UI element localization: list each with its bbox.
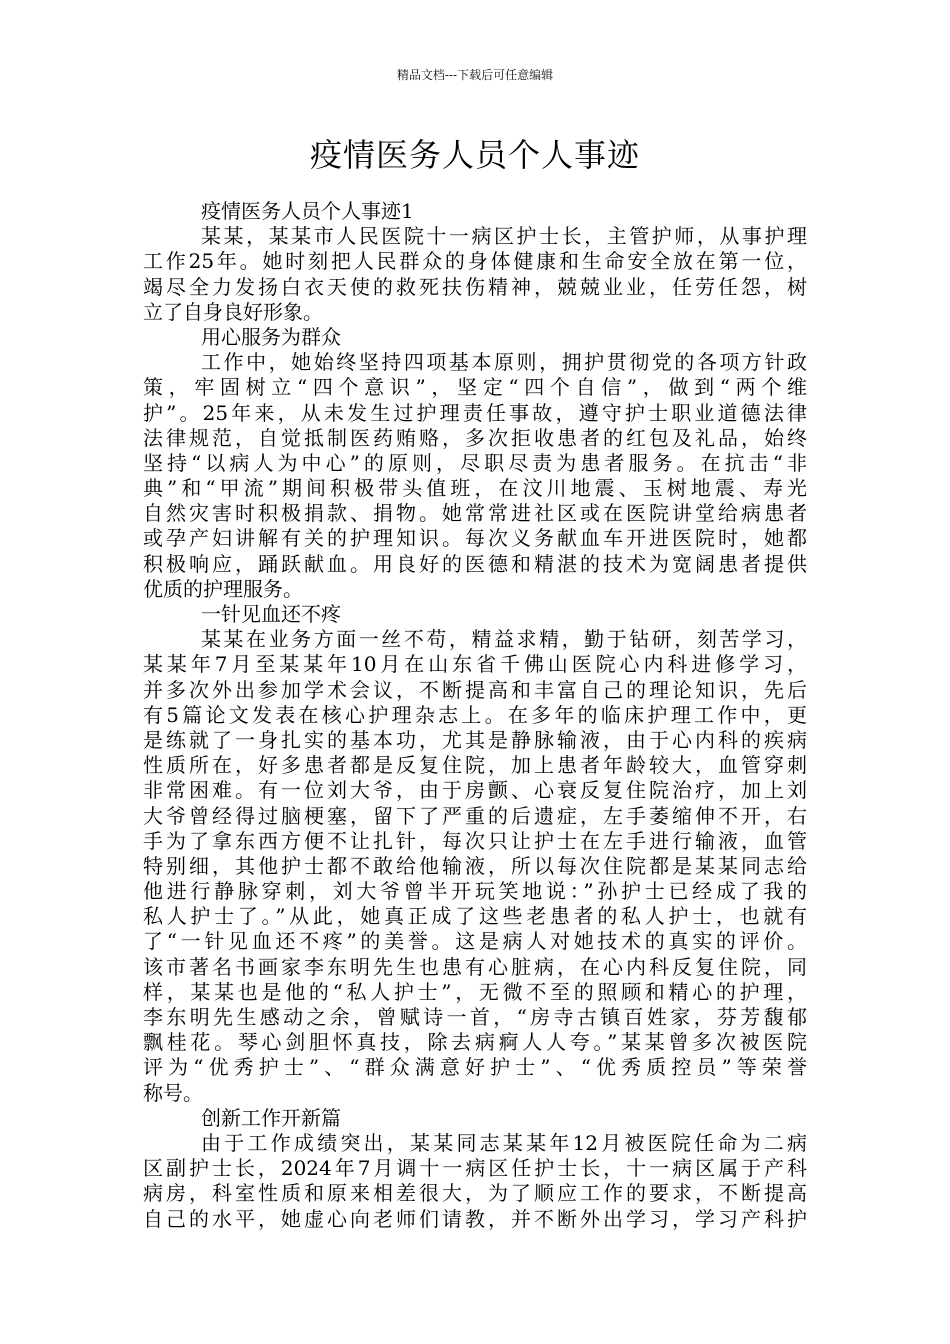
paragraph-line: 有5篇论文发表在核心护理杂志上。在多年的临床护理工作中，更 xyxy=(143,702,807,727)
page-title: 疫情医务人员个人事迹 xyxy=(309,136,640,174)
paragraph-line: 优质的护理服务。 xyxy=(143,576,303,601)
paragraph-line: 评为“优秀护士”、“群众满意好护士”、“优秀质控员”等荣誉 xyxy=(143,1055,807,1080)
section-heading: 创新工作开新篇 xyxy=(201,1105,341,1130)
paragraph-line: 他进行静脉穿刺，刘大爷曾半开玩笑地说：”孙护士已经成了我的 xyxy=(143,879,807,904)
section-heading: 一针见血还不疼 xyxy=(201,602,341,626)
paragraph-line: 性质所在，好多患者都是反复住院，加上患者年龄较大，血管穿刺 xyxy=(143,753,807,778)
paragraph-line: 该市著名书画家李东明先生也患有心脏病，在心内科反复住院，同 xyxy=(143,954,807,979)
paragraph-line: 护”。25年来，从未发生过护理责任事故，遵守护士职业道德法律 xyxy=(143,400,807,425)
paragraph-line: 私人护士了。”从此，她真正成了这些老患者的私人护士，也就有 xyxy=(143,904,807,929)
paragraph-line: 并多次外出参加学术会议，不断提高和丰富自己的理论知识，先后 xyxy=(143,677,807,702)
paragraph-line: 飘桂花。琴心剑胆怀真技，除去病痾人人夸。”某某曾多次被医院 xyxy=(143,1030,807,1055)
paragraph-line: 积极响应，踊跃献血。用良好的医德和精湛的技术为宽阔患者提供 xyxy=(143,551,807,576)
paragraph-line: 或孕产妇讲解有关的护理知识。每次义务献血车开进医院时，她都 xyxy=(143,526,807,551)
paragraph-line: 样，某某也是他的“私人护士”，无微不至的照顾和精心的护理， xyxy=(143,979,807,1004)
paragraph-line: 李东明先生感动之余，曾赋诗一首，“房寺古镇百姓家，芬芳馥郁 xyxy=(143,1005,807,1029)
paragraph-line: 手为了拿东西方便不让扎针，每次只让护士在左手进行输液，血管 xyxy=(143,828,807,853)
paragraph-line: 特别细，其他护士都不敢给他输液，所以每次住院都是某某同志给 xyxy=(143,853,807,878)
paragraph-line: 自己的水平，她虚心向老师们请教，并不断外出学习，学习产科护 xyxy=(143,1206,807,1231)
paragraph-line: 立了自身良好形象。 xyxy=(143,299,323,324)
paragraph-line: 法律规范，自觉抵制医药贿赂，多次拒收患者的红包及礼品，始终 xyxy=(143,425,807,450)
paragraph-line: 称号。 xyxy=(143,1080,203,1105)
section-heading: 用心服务为群众 xyxy=(201,324,341,349)
paragraph-line: 了“一针见血还不疼”的美誉。这是病人对她技术的真实的评价。 xyxy=(143,929,807,954)
paragraph-line: 大爷曾经得过脑梗塞，留下了严重的后遗症，左手萎缩伸不开，右 xyxy=(143,803,807,828)
paragraph-line: 区副护士长，2024年7月调十一病区任护士长，十一病区属于产科 xyxy=(143,1156,807,1181)
paragraph-line: 某某，某某市人民医院十一病区护士长，主管护师，从事护理 xyxy=(201,224,807,249)
paragraph-line: 某某在业务方面一丝不苟，精益求精，勤于钻研，刻苦学习， xyxy=(201,627,807,652)
header-note: 精品文档---下载后可任意编辑 xyxy=(396,68,554,82)
paragraph-line: 由于工作成绩突出，某某同志某某年12月被医院任命为二病 xyxy=(201,1130,807,1155)
paragraph-line: 病房，科室性质和原来相差很大，为了顺应工作的要求，不断提高 xyxy=(143,1181,807,1206)
paragraph-line: 坚持“以病人为中心”的原则，尽职尽责为患者服务。在抗击“非 xyxy=(143,450,807,475)
paragraph-line: 工作中，她始终坚持四项基本原则，拥护贯彻党的各项方针政 xyxy=(201,350,807,375)
paragraph-line: 竭尽全力发扬白衣天使的救死扶伤精神，兢兢业业，任劳任怨，树 xyxy=(143,274,807,299)
paragraph-line: 是练就了一身扎实的基本功，尤其是静脉输液，由于心内科的疾病 xyxy=(143,727,807,752)
paragraph-line: 非常困难。有一位刘大爷，由于房颤、心衰反复住院治疗，加上刘 xyxy=(143,778,807,803)
paragraph-line: 策，牢固树立“四个意识”，坚定“四个自信”，做到“两个维 xyxy=(143,375,807,400)
paragraph-line: 典”和“甲流”期间积极带头值班，在汶川地震、玉树地震、寿光 xyxy=(143,476,807,501)
subtitle-line: 疫情医务人员个人事迹1 xyxy=(201,199,414,223)
document-body xyxy=(143,199,807,1232)
paragraph-line: 工作25年。她时刻把人民群众的身体健康和生命安全放在第一位， xyxy=(143,249,807,274)
paragraph-line: 某某年7月至某某年10月在山东省千佛山医院心内科进修学习， xyxy=(143,652,807,677)
paragraph-line: 自然灾害时积极捐款、捐物。她常常进社区或在医院讲堂给病患者 xyxy=(143,501,807,526)
